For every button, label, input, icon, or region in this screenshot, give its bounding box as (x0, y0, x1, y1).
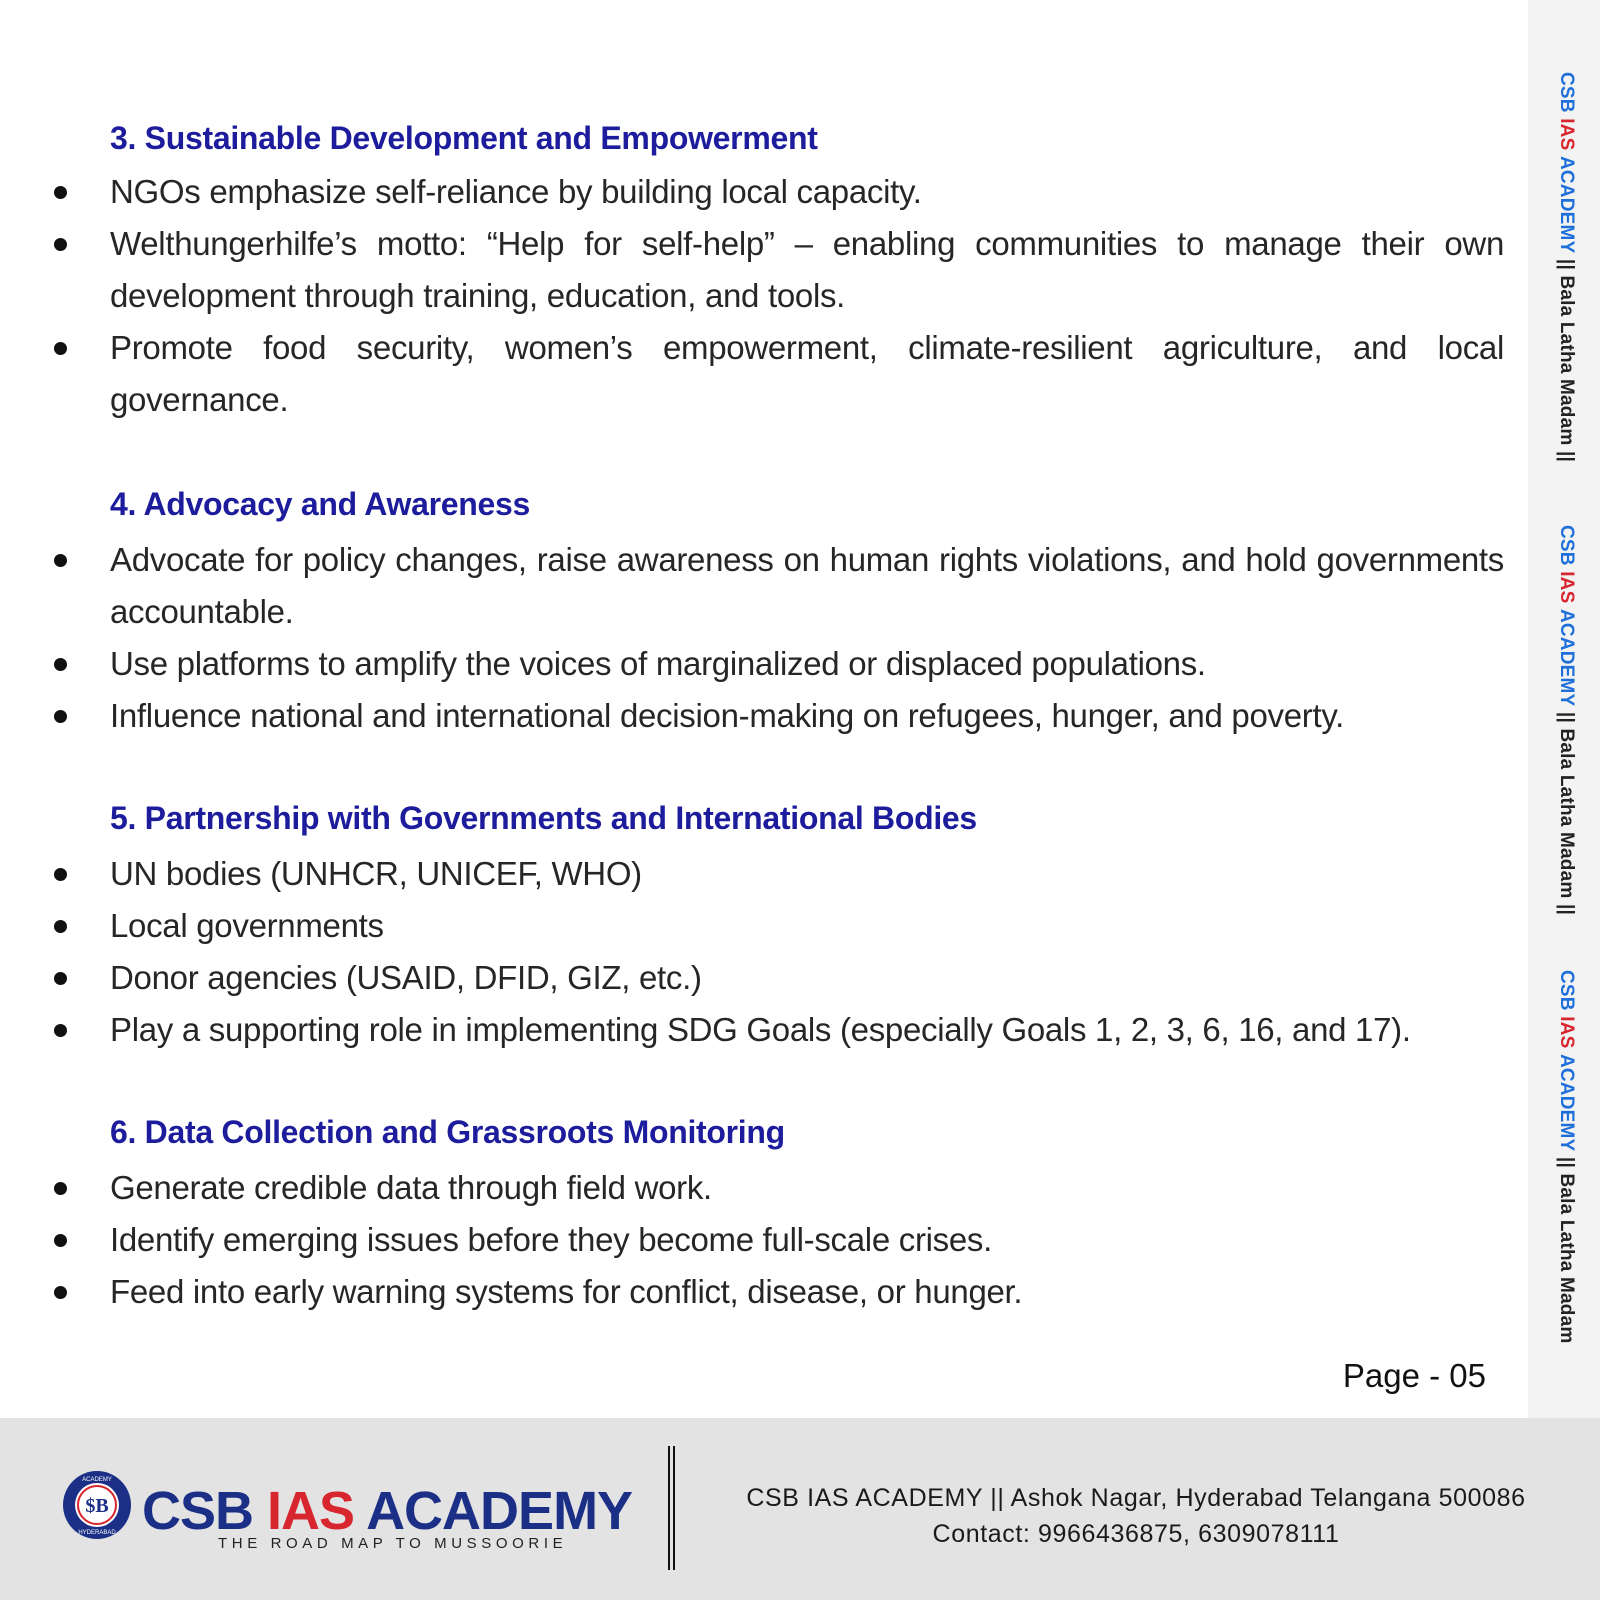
page-number: Page - 05 (1342, 1357, 1486, 1394)
svg-text:HYDERABAD: HYDERABAD (78, 1530, 116, 1536)
bullet-icon (54, 186, 67, 199)
bullet-text: Generate credible data through field work. (110, 1169, 712, 1206)
side-watermark-text: CSB IAS ACADEMY || Bala Latha Madam (1556, 970, 1577, 1344)
bullet-text: Promote food security, women’s empowerment, climate-resilient agriculture, and local governance. (110, 329, 1504, 418)
bullet-icon (54, 1286, 67, 1299)
bullet-text: Play a supporting role in implementing SDG Goals (especially Goals 1, 2, 3, 6, 16, and 17). (110, 1011, 1411, 1048)
bullet-icon (54, 554, 67, 567)
academy-logo-wordmark: CSB IAS ACADEMY (142, 1481, 633, 1541)
academy-tagline: THE ROAD MAP TO MUSSOORIE (218, 1535, 568, 1552)
bullet-icon (54, 710, 67, 723)
section-heading: 6. Data Collection and Grassroots Monitoring (110, 1114, 785, 1150)
bullet-text: Donor agencies (USAID, DFID, GIZ, etc.) (110, 959, 702, 996)
bullet-icon (54, 658, 67, 671)
bullet-icon (54, 868, 67, 881)
bullet-icon (54, 238, 67, 251)
bullet-text: Identify emerging issues before they become full-scale crises. (110, 1221, 992, 1258)
bullet-icon (54, 342, 67, 355)
bullet-text: Welthungerhilfe’s motto: “Help for self-help” – enabling communities to manage their own development through training, education, and tools. (110, 225, 1504, 314)
footer-divider (668, 1446, 675, 1570)
bullet-text: UN bodies (UNHCR, UNICEF, WHO) (110, 855, 642, 892)
bullet-text: Feed into early warning systems for conflict, disease, or hunger. (110, 1273, 1023, 1310)
footer (0, 1418, 1600, 1600)
side-watermark-text: CSB IAS ACADEMY || Bala Latha Madam || (1556, 525, 1577, 916)
section-heading: 4. Advocacy and Awareness (110, 486, 530, 522)
svg-text:$B: $B (85, 1495, 109, 1517)
bullet-text: Influence national and international decision-making on refugees, hunger, and poverty. (110, 697, 1344, 734)
side-watermark-text: CSB IAS ACADEMY || Bala Latha Madam || (1556, 72, 1577, 463)
bullet-text: Advocate for policy changes, raise awareness on human rights violations, and hold governments accountable. (110, 541, 1504, 630)
svg-text:ACADEMY: ACADEMY (82, 1477, 112, 1483)
bullet-text: NGOs emphasize self-reliance by building local capacity. (110, 173, 922, 210)
section-heading: 5. Partnership with Governments and International Bodies (110, 800, 977, 836)
bullet-icon (54, 920, 67, 933)
academy-seal-icon (62, 1470, 132, 1540)
bullet-icon (54, 972, 67, 985)
bullet-text: Use platforms to amplify the voices of marginalized or displaced populations. (110, 645, 1206, 682)
bullet-icon (54, 1182, 67, 1195)
footer-contact: Contact: 9966436875, 6309078111 (932, 1520, 1340, 1548)
section-heading: 3. Sustainable Development and Empowerment (110, 120, 818, 156)
footer-address: CSB IAS ACADEMY || Ashok Nagar, Hyderabad Telangana 500086 (746, 1484, 1526, 1512)
bullet-icon (54, 1234, 67, 1247)
bullet-icon (54, 1024, 67, 1037)
bullet-text: Local governments (110, 907, 384, 944)
